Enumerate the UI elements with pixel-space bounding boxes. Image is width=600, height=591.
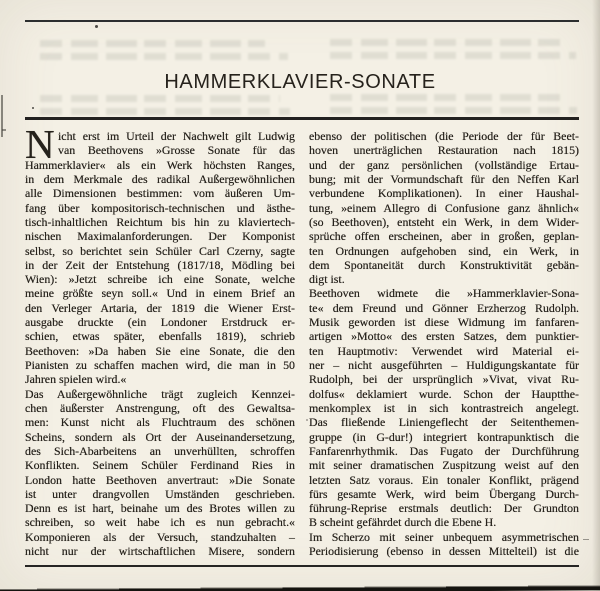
bottom-rule (25, 565, 579, 567)
text-line: Im Scherzo mit seiner unbequem asymmetrischen (309, 529, 579, 544)
text-line: Denn es ist hart, beinahe um des Brotes willen zu (25, 501, 295, 516)
text-line: führung-Reprise erstmals deutlich: Der Grundton (309, 501, 579, 516)
ink-speck (583, 539, 589, 540)
text-line: selbst, so berichtet sein Schüler Carl Czerny, sagte (25, 243, 295, 258)
page-title: HAMMERKLAVIER-SONATE (164, 71, 436, 94)
text-line: Das fließende Liniengeflecht der Seitenthemen- (309, 415, 579, 430)
ink-speck (32, 107, 34, 109)
text-line: meine größte seyn soll.« Und in einem Brief an (25, 286, 295, 301)
text-line: ner – nicht ausgeführten – Huldigungskantate für (309, 358, 579, 372)
text-line: Beethoven widmete die »Hammerklavier-Sona- (309, 286, 579, 301)
showthrough-line (40, 108, 290, 115)
text-line: Hammerklavier« als ein Werk höchsten Ranges, (25, 157, 295, 172)
text-line: ten Hauptmotiv: Verwendet wird Material ei- (309, 343, 579, 358)
text-line: schreiben, so weit habe ich es nun gebracht.« (25, 515, 295, 530)
text-line: nicht nur der wirtschaftlichen Misere, sondern (25, 544, 295, 559)
showthrough-line (330, 39, 565, 46)
text-line: hoven unerträglichen Restauration nach 1815) (309, 143, 579, 158)
showthrough-line (330, 94, 568, 101)
text-line: letzten Satz voraus. Ein tonaler Konflikt, prägend (309, 472, 579, 487)
text-line: Fanfarenrhythmik. Das Fugato der Durchführung (309, 443, 579, 458)
text-line: dolfus« deklamiert wurde. Schon der Hauptthe- (309, 386, 579, 401)
text-line: alle Dimensionen bestimmen: vom äußeren Um- (25, 186, 295, 201)
showthrough-line (40, 40, 265, 47)
text-line: mit seiner dramatischen Zuspitzung weist auf den (309, 458, 579, 473)
text-line: van Beethovens »Grosse Sonate für das (58, 143, 295, 158)
showthrough-line (330, 107, 577, 114)
text-line: des Sich-Abarbeitens an unverhüllten, schroffen (25, 443, 295, 458)
drop-cap: N (25, 121, 55, 167)
text-line: Das Außergewöhnliche trägt zugleich Kennzei- (25, 386, 295, 401)
text-line: in dem Merkmale des radikal Außergewöhnlichen (25, 171, 295, 186)
text-line: ebenso der politischen (die Periode der für Beet- (309, 129, 579, 143)
showthrough-line (40, 95, 280, 102)
article-body (25, 121, 579, 559)
text-line: te« dem Freund und Gönner Erzherzog Rudolph. (309, 300, 579, 315)
text-line: Periodisierung (ebenso in dessen Mittelteil) ist die (309, 544, 579, 559)
text-line: icht erst im Urteil der Nachwelt gilt Ludwig (58, 129, 295, 143)
text-line: Wien): »Jetzt schreibe ich eine Sonate, welche (25, 272, 295, 287)
text-line: menkomplex ist in sich kontrastreich angelegt. (309, 400, 579, 415)
text-line: ist unter drangvollen Umständen geschrieben. (25, 486, 295, 501)
text-line: chen äußerster Anstrengung, oft des Gewaltsa- (25, 400, 295, 415)
text-line: Beethoven: »Da haben Sie eine Sonate, die den (25, 343, 295, 358)
text-line: ausgabe druckte (ein Londoner Erstdruck er- (25, 315, 295, 330)
text-line: dem Spontaneität durch Konstruktivität gebän- (309, 257, 579, 272)
top-rule (25, 20, 579, 22)
text-line: sprüche offen erscheinen, aber in großen, geplan- (309, 229, 579, 244)
right-column (309, 129, 579, 558)
text-line: Rudolph, bei der ursprünglich »Vivat, vivat Ru- (309, 372, 579, 387)
text-line: tung, »einem Allegro di Confusione ganz ähnlich« (309, 200, 579, 215)
showthrough-line (40, 53, 288, 60)
ink-speck (306, 419, 308, 421)
text-line: und der ganz persönlichen (vollständige Ertau- (309, 157, 579, 172)
text-line: fang über kompositorisch-technischen und ästhe- (25, 200, 295, 215)
text-line: Jahren spielen wird.« (25, 372, 127, 387)
text-line: Musik geworden ist diese Widmung im fanfaren- (309, 315, 579, 330)
text-line: men: Kunst nicht als Fluchtraum des schönen (25, 415, 295, 430)
text-line: Komponieren als der Versuch, standzuhalten – (25, 529, 295, 544)
text-line: gruppe (in G-dur!) integriert kontrapunktisch die (309, 429, 579, 444)
text-line: Konflikten. Seinem Schüler Ferdinand Ries in (25, 458, 295, 473)
text-line: Scheins, sondern als Ort der Auseinandersetzung, (25, 429, 295, 444)
left-column (25, 121, 295, 559)
text-line: schien, etwas später, ebenfalls 1819), schrieb (25, 329, 295, 344)
title-rule (25, 117, 579, 120)
ink-speck (95, 25, 98, 28)
text-line: fürs gesamte Werk, wird beim Übergang Durch- (309, 486, 579, 501)
text-line: Pianisten zu schaffen machen wird, die man in 50 (25, 358, 295, 372)
text-line: London hatte Beethoven anvertraut: »Die Sonate (25, 472, 295, 487)
text-line: den Verleger Artaria, der 1819 die Wiener Erst- (25, 300, 295, 315)
text-line: B scheint gefährdet durch die Ebene H. (309, 515, 497, 530)
scan-edge-left-tick (2, 129, 6, 131)
text-line: ten Ordnungen aufgehoben sind, ein Werk, in (309, 243, 579, 258)
text-line: artigen »Motto« des ersten Satzes, dem punktier- (309, 329, 579, 344)
text-line: in der Zeit der Entstehung (1817/18, Mödling bei (25, 257, 295, 272)
text-line: (so Beethoven), entsteht ein Werk, in dem Wider- (309, 214, 579, 229)
page-edge-shading (592, 0, 600, 591)
text-line: verbundene Komplikationen). In einer Haushal- (309, 186, 579, 201)
scan-edge-bottom (0, 582, 600, 591)
showthrough-line (330, 52, 576, 59)
text-line: digt ist. (309, 272, 345, 287)
text-line: nischen Maximalanforderungen. Der Komponist (25, 229, 295, 244)
text-line: tisch-inhaltlichen Reichtum bis hin zu klaviertech- (25, 214, 295, 229)
text-line: bung; mit der Vormundschaft für den Neffen Karl (309, 171, 579, 186)
